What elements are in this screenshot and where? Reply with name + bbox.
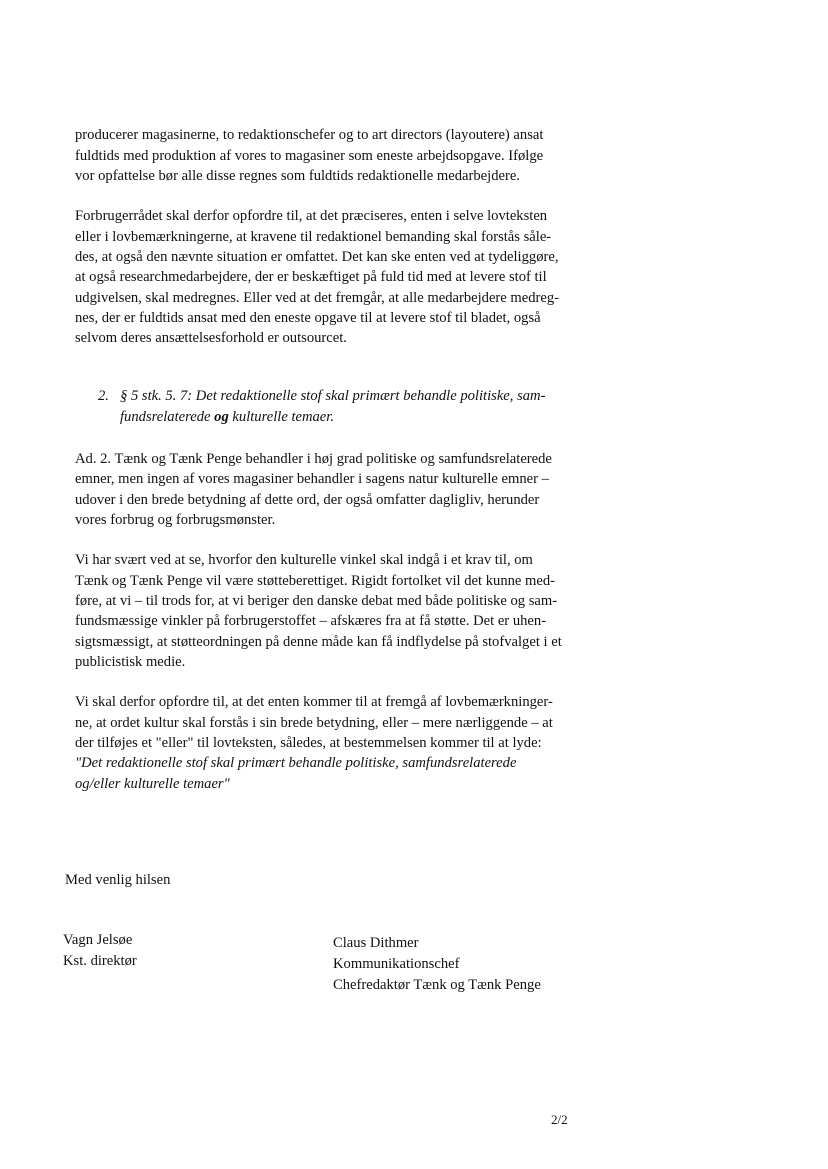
para2-line: selvom deres ansættelsesforhold er outsourcet. [75,330,347,346]
para3-line: vores forbrug og forbrugsmønster. [75,512,276,528]
item-text-part: fundsrelaterede [120,409,215,425]
signer2-name: Claus Dithmer [333,935,419,951]
para1-line: producerer magasinerne, to redaktionschefer og to art directors (layoutere) ansat [75,127,544,143]
para2-line: des, at også den nævnte situation er omfattet. Det kan ske enten ved at tydeliggøre, [75,249,559,265]
para1-line: vor opfattelse bør alle disse regnes som fuldtids redaktionelle medarbejdere. [75,168,520,184]
para4-line: Tænk og Tænk Penge vil være støtteberettiget. Rigidt fortolket vil det kunne med- [75,573,556,589]
quote-line: og/eller kulturelle temaer" [75,776,230,792]
para2-line: nes, der er fuldtids ansat med den eneste opgave til at levere stof til bladet, også [75,310,541,326]
signer1-title: Kst. direktør [63,953,137,969]
item-text-line [120,407,334,427]
para1-line: fuldtids med produktion af vores to magasiner som eneste arbejdsopgave. Ifølge [75,148,544,164]
quote-line: "Det redaktionelle stof skal primært behandle politiske, samfundsrelaterede [75,755,517,771]
item-text-line: § 5 stk. 5. 7: Det redaktionelle stof skal primært behandle politiske, sam- [120,388,546,404]
page-number: 2/2 [551,1112,568,1127]
para4-line: publicistisk medie. [75,654,186,670]
para4-line: sigtsmæssigt, at støtteordningen på denne måde kan få indflydelse på stofvalget i et [75,634,562,650]
para2-line: Forbrugerrådet skal derfor opfordre til, at det præciseres, enten i selve lovteksten [75,208,548,224]
item-text-part: kulturelle temaer. [228,409,334,425]
para5-line: der tilføjes et "eller" til lovteksten, således, at bestemmelsen kommer til at lyde: [75,735,542,751]
para5-line: Vi skal derfor opfordre til, at det enten kommer til at fremgå af lovbemærkninger- [75,694,553,710]
para2-line: at også researchmedarbejdere, der er beskæftiget på fuld tid med at levere stof til [75,269,547,285]
para3-line: emner, men ingen af vores magasiner behandler i sagens natur kulturelle emner – [75,471,549,487]
para2-line: udgivelsen, skal medregnes. Eller ved at det fremgår, at alle medarbejdere medreg- [75,290,560,306]
item-text-bold: og [214,409,229,425]
signer2-title2: Chefredaktør Tænk og Tænk Penge [333,977,541,993]
para5-line: ne, at ordet kultur skal forstås i sin brede betydning, eller – mere nærliggende – at [75,715,553,731]
para3-line: Ad. 2. Tænk og Tænk Penge behandler i høj grad politiske og samfundsrelaterede [75,451,552,467]
closing: Med venlig hilsen [65,872,171,888]
para4-line: Vi har svært ved at se, hvorfor den kulturelle vinkel skal indgå i et krav til, om [75,552,533,568]
signer1-name: Vagn Jelsøe [63,932,133,948]
item-number: 2. [98,388,109,404]
signer2-title: Kommunikationschef [333,956,460,972]
para4-line: fundsmæssige vinkler på forbrugerstoffet – afskæres fra at få støtte. Det er uhen- [75,613,547,629]
para4-line: føre, at vi – til trods for, at vi beriger den danske debat med både politiske og sam- [75,593,558,609]
para2-line: eller i lovbemærkningerne, at kravene til redaktionel bemanding skal forstås såle- [75,229,552,245]
para3-line: udover i den brede betydning af dette ord, der også omfatter dagligliv, herunder [75,492,540,508]
